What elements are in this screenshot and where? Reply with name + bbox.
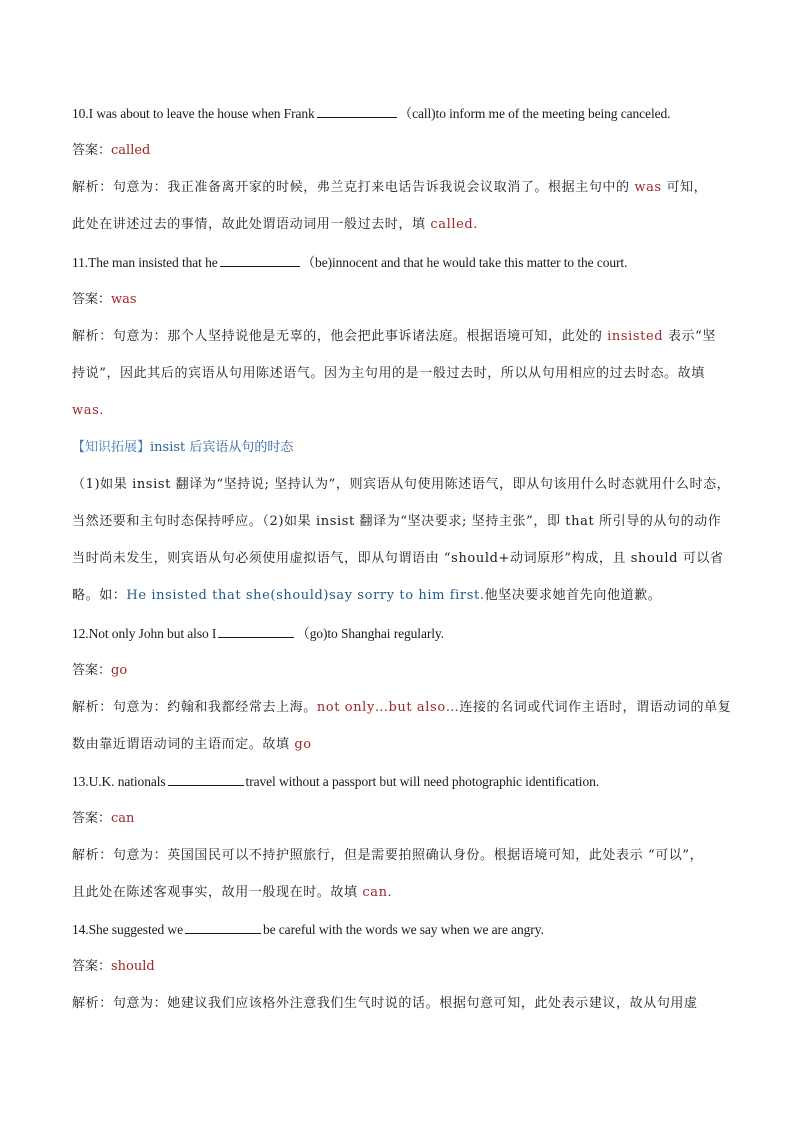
extension-heading: 【知识拓展】 <box>72 440 151 455</box>
question-text: be careful with the words we say when we are angry. <box>262 922 544 937</box>
answer-label: 答案： <box>72 292 112 307</box>
question-text: （be)innocent and that he would take this matter to the court. <box>301 255 628 270</box>
explanation-11-line1 <box>72 328 722 346</box>
explanation-10-line1 <box>72 179 722 197</box>
question-text: （go)to Shanghai regularly. <box>296 626 444 641</box>
extension-line1 <box>72 476 731 494</box>
extension-line4 <box>72 587 722 605</box>
answer-value: was <box>111 292 137 307</box>
explanation-14-line1 <box>72 995 722 1013</box>
extension-text: 当然还要和主句时态保持呼应。（2)如果 insist 翻译为“坚决要求; 坚持主张”，即 that 所引导的从句的动作 <box>72 514 722 529</box>
question-11 <box>72 254 722 272</box>
explanation-text: 数由靠近谓语动词的主语而定。故填 <box>72 737 295 752</box>
extension-line2 <box>72 513 722 531</box>
explanation-11-line2 <box>72 365 722 383</box>
extension-example: He insisted that she(should)say sorry to him first. <box>126 588 485 603</box>
explanation-highlight: was <box>634 180 662 195</box>
explanation-text: 句意为：英国国民可以不持护照旅行，但是需要拍照确认身份。根据语境可知，此处表示 “可以”， <box>112 848 704 863</box>
answer-value: called <box>111 143 151 158</box>
answer-10 <box>72 142 722 160</box>
question-text: 13.U.K. nationals <box>72 774 166 789</box>
answer-12 <box>72 662 722 680</box>
explanation-text: 句意为：我正准备离开家的时候，弗兰克打来电话告诉我说会议取消了。根据主句中的 <box>112 180 635 195</box>
explanation-label: 解析： <box>72 996 113 1011</box>
explanation-10-line2 <box>72 216 722 234</box>
explanation-label: 解析： <box>72 180 113 195</box>
question-13 <box>72 773 722 791</box>
answer-value: should <box>111 959 155 974</box>
question-text: 14.She suggested we <box>72 922 183 937</box>
explanation-highlight: can. <box>362 885 393 900</box>
answer-value: go <box>111 663 128 678</box>
explanation-label: 解析： <box>72 848 113 863</box>
answer-label: 答案： <box>72 663 112 678</box>
explanation-13-line1 <box>72 847 722 865</box>
explanation-12-line2 <box>72 736 722 754</box>
explanation-highlight: called. <box>430 217 479 232</box>
answer-blank <box>317 105 397 118</box>
extension-text: 他坚决要求她首先向他道歉。 <box>484 588 662 603</box>
answer-14 <box>72 958 722 976</box>
answer-blank <box>218 625 294 638</box>
answer-label: 答案： <box>72 959 112 974</box>
question-text: 11.The man insisted that he <box>72 255 218 270</box>
answer-label: 答案： <box>72 811 112 826</box>
explanation-text: 且此处在陈述客观事实，故用一般现在时。故填 <box>72 885 363 900</box>
answer-13 <box>72 810 722 828</box>
answer-11 <box>72 291 722 309</box>
extension-text: 略。如： <box>72 588 127 603</box>
explanation-text: 句意为：她建议我们应该格外注意我们生气时说的话。根据句意可知，此处表示建议，故从句用虚 <box>112 996 698 1011</box>
explanation-label: 解析： <box>72 700 113 715</box>
explanation-12-line1 <box>72 699 732 717</box>
explanation-highlight: was. <box>72 403 105 418</box>
extension-title <box>72 439 722 457</box>
explanation-13-line2 <box>72 884 722 902</box>
explanation-11-line3 <box>72 402 722 420</box>
explanation-label: 解析： <box>72 329 113 344</box>
answer-blank <box>185 921 261 934</box>
question-text: （call)to inform me of the meeting being canceled. <box>398 106 671 121</box>
explanation-text: 此处在讲述过去的事情，故此处谓语动词用一般过去时，填 <box>72 217 431 232</box>
question-text: travel without a passport but will need photographic identification. <box>245 774 600 789</box>
explanation-text: 句意为：约翰和我都经常去上海。 <box>112 700 317 715</box>
extension-text: （1)如果 insist 翻译为“坚持说; 坚持认为”，则宾语从句使用陈述语气，即从句该用什么时态就用什么时态， <box>72 477 731 492</box>
explanation-text: 可知， <box>661 180 708 195</box>
answer-blank <box>168 773 244 786</box>
question-text: 12.Not only John but also I <box>72 626 217 641</box>
explanation-highlight: insisted <box>607 329 664 344</box>
explanation-text: 连接的名词或代词作主语时，谓语动词的单复 <box>459 700 732 715</box>
question-14 <box>72 921 722 939</box>
explanation-text: 表示“坚 <box>663 329 717 344</box>
explanation-highlight: go <box>294 737 312 752</box>
answer-value: can <box>111 811 135 826</box>
answer-blank <box>220 254 300 267</box>
extension-text: 当时尚未发生，则宾语从句必须使用虚拟语气，即从句谓语由 “should+动词原形”构成，且 should 可以省 <box>72 551 724 566</box>
explanation-text: 句意为：那个人坚持说他是无辜的，他会把此事诉诸法庭。根据语境可知，此处的 <box>112 329 608 344</box>
answer-label: 答案： <box>72 143 112 158</box>
explanation-text: 持说”，因此其后的宾语从句用陈述语气。因为主句用的是一般过去时，所以从句用相应的过去时态。故填 <box>72 366 705 381</box>
extension-heading-rest: insist 后宾语从句的时态 <box>150 440 294 455</box>
extension-line3 <box>72 550 722 568</box>
explanation-highlight: not only…but also… <box>316 700 460 715</box>
question-12 <box>72 625 722 643</box>
question-10 <box>72 105 722 123</box>
question-text: 10.I was about to leave the house when Frank <box>72 106 315 121</box>
